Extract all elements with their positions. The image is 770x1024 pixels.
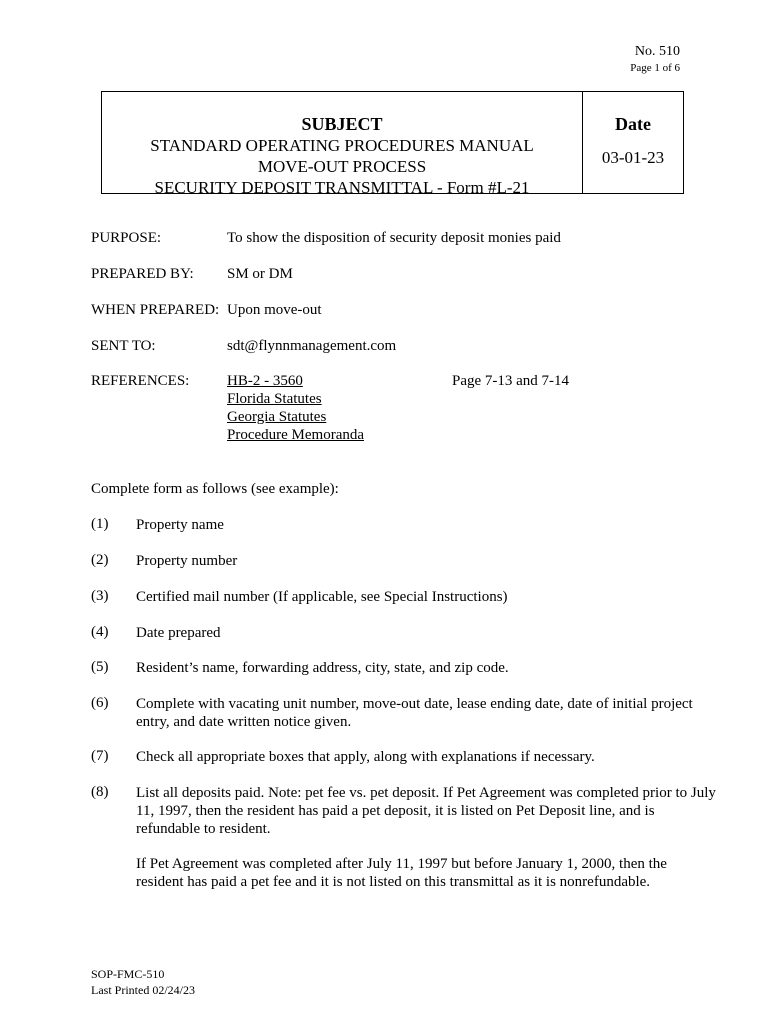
- date-cell: [583, 92, 683, 193]
- sent-to-label: SENT TO:: [91, 338, 156, 354]
- step-number: (1): [91, 516, 109, 532]
- references-label: REFERENCES:: [91, 373, 190, 389]
- step-number: (4): [91, 624, 109, 640]
- footer-printed-date: Last Printed 02/24/23: [91, 983, 195, 997]
- reference-link-georgia-statutes[interactable]: Georgia Statutes: [227, 409, 327, 425]
- step-text: Property name: [136, 517, 224, 533]
- purpose-value: To show the disposition of security deposit monies paid: [227, 230, 561, 246]
- prepared-by-label: PREPARED BY:: [91, 266, 194, 282]
- date-label: Date: [615, 114, 651, 134]
- subject-label: SUBJECT: [301, 114, 383, 134]
- reference-link-hb2[interactable]: HB-2 - 3560: [227, 373, 303, 389]
- when-prepared-label: WHEN PREPARED:: [91, 302, 220, 318]
- references-page: Page 7-13 and 7-14: [452, 373, 570, 389]
- step-text: Resident’s name, forwarding address, city, state, and zip code.: [136, 660, 509, 676]
- header-table: [101, 91, 684, 197]
- subject-cell: [102, 92, 583, 197]
- step-text: List all deposits paid. Note: pet fee vs. pet deposit. If Pet Agreement was completed prior to July 11, 1997, then the resident has paid a pet deposit, it is listed on Pet Deposit line, and is refundable to resident.: [136, 785, 716, 837]
- purpose-label: PURPOSE:: [91, 230, 162, 246]
- reference-link-procedure-memoranda[interactable]: Procedure Memoranda: [227, 427, 365, 443]
- step-number: (8): [91, 784, 109, 800]
- step-text: Property number: [136, 553, 238, 569]
- page-indicator: Page 1 of 6: [630, 62, 680, 74]
- step-text: Certified mail number (If applicable, see Special Instructions): [136, 589, 508, 605]
- subject-line-2: MOVE-OUT PROCESS: [257, 157, 427, 176]
- date-value: 03-01-23: [601, 148, 665, 167]
- step-number: (5): [91, 659, 109, 675]
- subject-line-1: STANDARD OPERATING PROCEDURES MANUAL: [150, 136, 534, 155]
- sent-to-value: sdt@flynnmanagement.com: [227, 338, 397, 354]
- footer-code: SOP-FMC-510: [91, 967, 165, 981]
- step-text: Complete with vacating unit number, move-out date, lease ending date, date of initial project entry, and date written notice given.: [136, 696, 693, 730]
- document-number: No. 510: [634, 44, 680, 59]
- reference-link-florida-statutes[interactable]: Florida Statutes: [227, 391, 322, 407]
- step-8-paragraph-2: If Pet Agreement was completed after July 11, 1997 but before January 1, 2000, then the resident has paid a pet fee and it is not listed on this transmittal as it is nonrefundable.: [136, 856, 667, 890]
- subject-line-3: SECURITY DEPOSIT TRANSMITTAL - Form #L-21: [154, 178, 530, 197]
- step-text: Date prepared: [136, 625, 221, 641]
- step-text: Check all appropriate boxes that apply, along with explanations if necessary.: [136, 749, 595, 765]
- instructions-intro: Complete form as follows (see example):: [91, 481, 339, 497]
- step-number: (3): [91, 588, 109, 604]
- when-prepared-value: Upon move-out: [227, 302, 322, 318]
- step-number: (2): [91, 552, 109, 568]
- step-number: (6): [91, 695, 109, 711]
- step-number: (7): [91, 748, 109, 764]
- prepared-by-value: SM or DM: [227, 266, 293, 282]
